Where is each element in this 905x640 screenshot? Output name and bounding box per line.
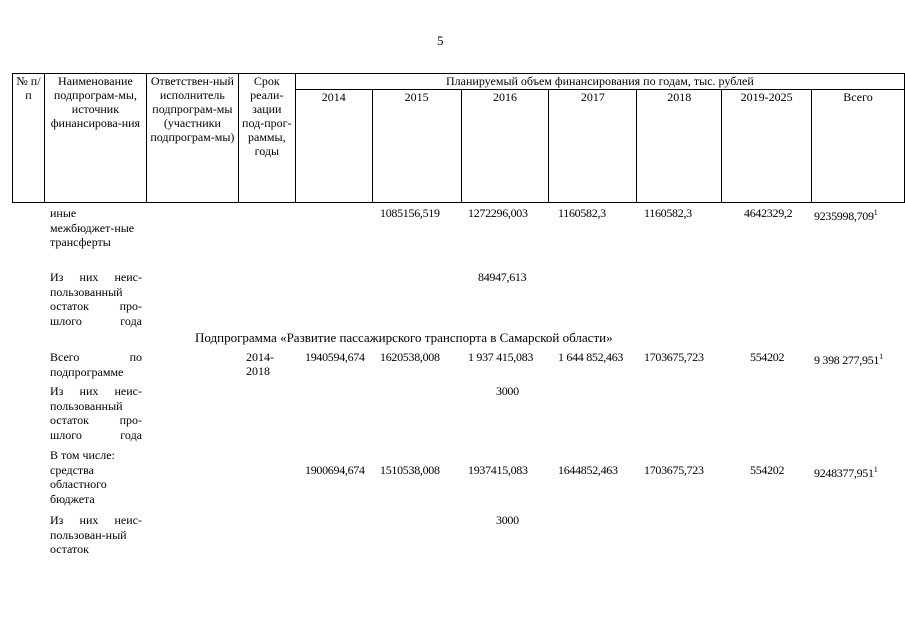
col-header-num: № п/п: [13, 74, 45, 203]
col-header-2015: 2015: [372, 90, 461, 203]
cell-regional-total: 9248377,951$^1$: [814, 465, 878, 480]
cell-transfers-2019-2025: 4642329,2: [744, 206, 793, 220]
page-number: 5: [437, 33, 444, 48]
col-header-name: Наименование подпрограм-мы, источник финансирова-ния: [44, 74, 146, 203]
cell-total-2019-2025: 554202: [750, 350, 785, 364]
cell-regional-2015: 1510538,008: [380, 463, 440, 477]
cell-transfers-2018: 1160582,3: [644, 206, 692, 220]
cell-transfers-2017: 1160582,3: [558, 206, 606, 220]
row-label-regional-budget: В том числе: средства областного бюджета: [50, 448, 115, 506]
cell-regional-2017: 1644852,463: [558, 463, 618, 477]
cell-total-2014: 1940594,674: [305, 350, 365, 364]
cell-unused-3-2016: 3000: [496, 513, 519, 527]
cell-transfers-2015: 1085156,519: [380, 206, 440, 220]
cell-regional-2014: 1900694,674: [305, 463, 365, 477]
col-header-term: Срок реали-зации под-прог-раммы, годы: [238, 74, 295, 203]
cell-regional-2016: 1937415,083: [468, 463, 528, 477]
cell-total-2016: 1 937 415,083: [468, 350, 534, 364]
col-header-executor: Ответствен-ный исполнитель подпрограм-мы (участники подпрограм-мы): [146, 74, 238, 203]
cell-transfers-2016: 1272296,003: [468, 206, 528, 220]
row-label-unused-2: Из них неис-пользованный остаток про-шлого года: [50, 384, 142, 442]
col-header-2018: 2018: [637, 90, 722, 203]
cell-total-2017: 1 644 852,463: [558, 350, 624, 364]
cell-regional-2018: 1703675,723: [644, 463, 704, 477]
row-label-total-subprogram: Всего по подпрограмме: [50, 350, 142, 379]
cell-total-2015: 1620538,008: [380, 350, 440, 364]
cell-term: 2014-2018: [246, 350, 274, 378]
subprogram-title: Подпрограмма «Развитие пассажирского транспорта в Самарской области»: [195, 330, 613, 345]
row-label-unused-3: Из них неис-пользован-ный остаток: [50, 513, 142, 556]
col-header-2014: 2014: [295, 90, 372, 203]
col-header-2017: 2017: [549, 90, 637, 203]
cell-unused-2-2016: 3000: [496, 384, 519, 398]
row-label-transfers: иные межбюджет-ные трансферты: [50, 206, 135, 249]
col-header-total: Всего: [812, 90, 905, 203]
cell-transfers-total: 9235998,709$^1$: [814, 208, 878, 223]
col-header-financing: Планируемый объем финансирования по годам, тыс. рублей: [295, 74, 904, 90]
col-header-2019-2025: 2019-2025: [722, 90, 812, 203]
cell-regional-2019-2025: 554202: [750, 463, 785, 477]
cell-total-total: 9 398 277,951$^1$: [814, 352, 883, 367]
table-header: [12, 73, 905, 203]
row-label-unused-1: Из них неис-пользованный остаток про-шлого года: [50, 270, 142, 328]
cell-unused-1-2016: 84947,613: [478, 270, 527, 284]
cell-total-2018: 1703675,723: [644, 350, 704, 364]
col-header-2016: 2016: [461, 90, 549, 203]
